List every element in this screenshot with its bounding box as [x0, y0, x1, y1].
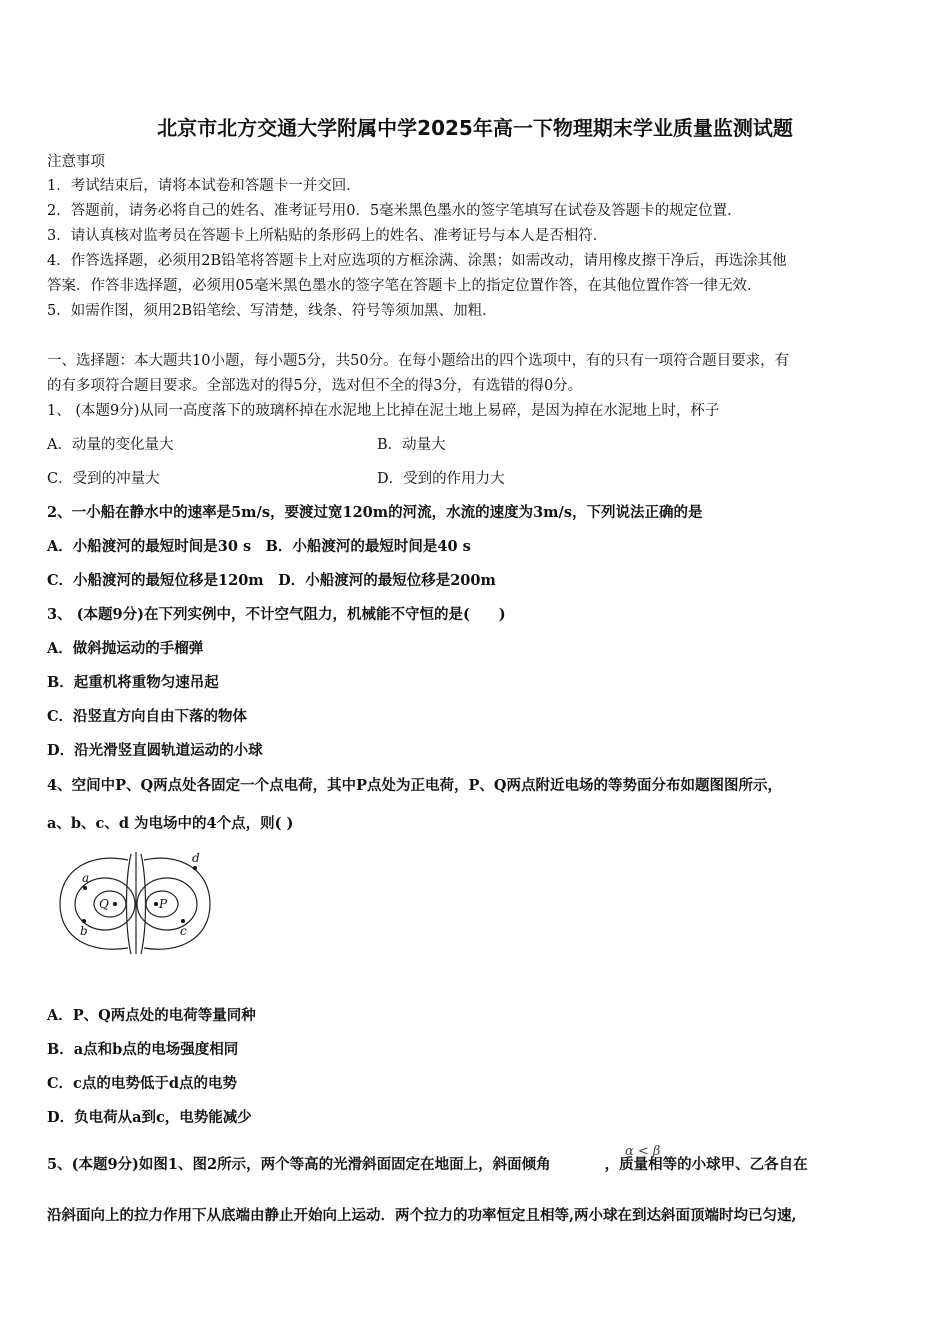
- notice-item: 答案．作答非选择题，必须用05毫米黑色墨水的签字笔在答题卡上的指定位置作答，在其他位置作答一律无效．: [47, 278, 762, 294]
- label-a: a: [82, 871, 90, 885]
- question-5-stem-line2: 沿斜面向上的拉力作用下从底端由静止开始向上运动．两个拉力的功率恒定且相等,两小球在到达斜面顶端时均已匀速,: [47, 1207, 797, 1224]
- contour-p-outer: [144, 858, 210, 949]
- notice-item: 4．作答选择题，必须用2B铅笔将答题卡上对应选项的方框涂满、涂黑；如需改动，请用橡皮擦干净后，再选涂其他: [47, 253, 787, 269]
- question-4-stem: 4、空间中P、Q两点处各固定一个点电荷，其中P点处为正电荷，P、Q两点附近电场的等势面分布如题图图所示，: [47, 777, 783, 794]
- question-4-option-b: B．a点和b点的电场强度相同: [47, 1041, 239, 1058]
- question-3-stem: 3、 (本题9分)在下列实例中，不计空气阻力，机械能不守恒的是( ): [47, 606, 506, 623]
- label-q: Q: [99, 897, 109, 911]
- question-3-option-c: C．沿竖直方向自由下落的物体: [47, 708, 248, 725]
- question-1-stem: 1、 (本题9分)从同一高度落下的玻璃杯掉在水泥地上比掉在泥土地上易碎，是因为掉在水泥地上时，杯子: [47, 403, 720, 419]
- point-b: [82, 919, 86, 923]
- question-3-option-d: D．沿光滑竖直圆轨道运动的小球: [47, 742, 263, 759]
- label-p: P: [159, 897, 168, 911]
- point-c: [181, 919, 185, 923]
- question-1-option-a: A．动量的变化量大: [47, 437, 174, 453]
- contour-center-left: [127, 854, 132, 954]
- question-1-option-b: B．动量大: [377, 437, 446, 453]
- question-4-option-d: D．负电荷从a到c，电势能减少: [47, 1109, 252, 1126]
- question-2-options-cd: C．小船渡河的最短位移是120m D．小船渡河的最短位移是200m: [47, 572, 496, 589]
- notice-item: 5．如需作图，须用2B铅笔绘、写清楚，线条、符号等须加黑、加粗．: [47, 303, 497, 319]
- point-d: [193, 866, 197, 870]
- angle-inequality: α < β: [625, 1144, 661, 1159]
- point-q: [113, 902, 117, 906]
- notice-heading: 注意事项: [47, 154, 105, 170]
- page-title: 北京市北方交通大学附属中学2025年高一下物理期末学业质量监测试题: [157, 116, 793, 140]
- contour-center-right: [141, 854, 146, 954]
- question-1-option-c: C．受到的冲量大: [47, 471, 160, 487]
- question-5-stem: [47, 1155, 808, 1175]
- question-2-stem: 2、一小船在静水中的速率是5m/s，要渡过宽120m的河流，水流的速度为3m/s，下列说法正确的是: [47, 504, 703, 521]
- notice-item: 1．考试结束后，请将本试卷和答题卡一并交回．: [47, 178, 361, 194]
- section-intro: 的有多项符合题目要求。全部选对的得5分，选对但不全的得3分，有选错的得0分。: [47, 378, 583, 394]
- section-intro: 一、选择题：本大题共10小题，每小题5分，共50分。在每小题给出的四个选项中，有的只有一项符合题目要求，有: [47, 353, 790, 369]
- label-c: c: [180, 924, 187, 938]
- notice-item: 2．答题前，请务必将自己的姓名、准考证号用0．5毫米黑色墨水的签字笔填写在试卷及答题卡的规定位置．: [47, 203, 742, 219]
- question-4-stem: a、b、c、d 为电场中的4个点，则( ): [47, 815, 294, 832]
- question-1-option-d: D．受到的作用力大: [377, 471, 505, 487]
- question-5-stem-part2: ，质量相等的小球甲、乙各自在: [604, 1156, 808, 1173]
- question-5-stem-part1: 5、(本题9分)如图1、图2所示，两个等高的光滑斜面固定在地面上，斜面倾角: [47, 1156, 551, 1173]
- question-4-option-a: A．P、Q两点处的电荷等量同种: [47, 1007, 256, 1024]
- question-3-option-b: B．起重机将重物匀速吊起: [47, 674, 219, 691]
- question-2-options-ab: A．小船渡河的最短时间是30 s B．小船渡河的最短时间是40 s: [47, 538, 471, 555]
- label-b: b: [80, 924, 88, 938]
- notice-item: 3．请认真核对监考员在答题卡上所粘贴的条形码上的姓名、准考证号与本人是否相符．: [47, 228, 608, 244]
- question-3-option-a: A．做斜抛运动的手榴弹: [47, 640, 204, 657]
- point-a: [83, 886, 87, 890]
- question-4-option-c: C．c点的电势低于d点的电势: [47, 1075, 238, 1092]
- point-p: [154, 902, 158, 906]
- equipotential-figure: [55, 850, 220, 955]
- label-d: d: [192, 851, 200, 865]
